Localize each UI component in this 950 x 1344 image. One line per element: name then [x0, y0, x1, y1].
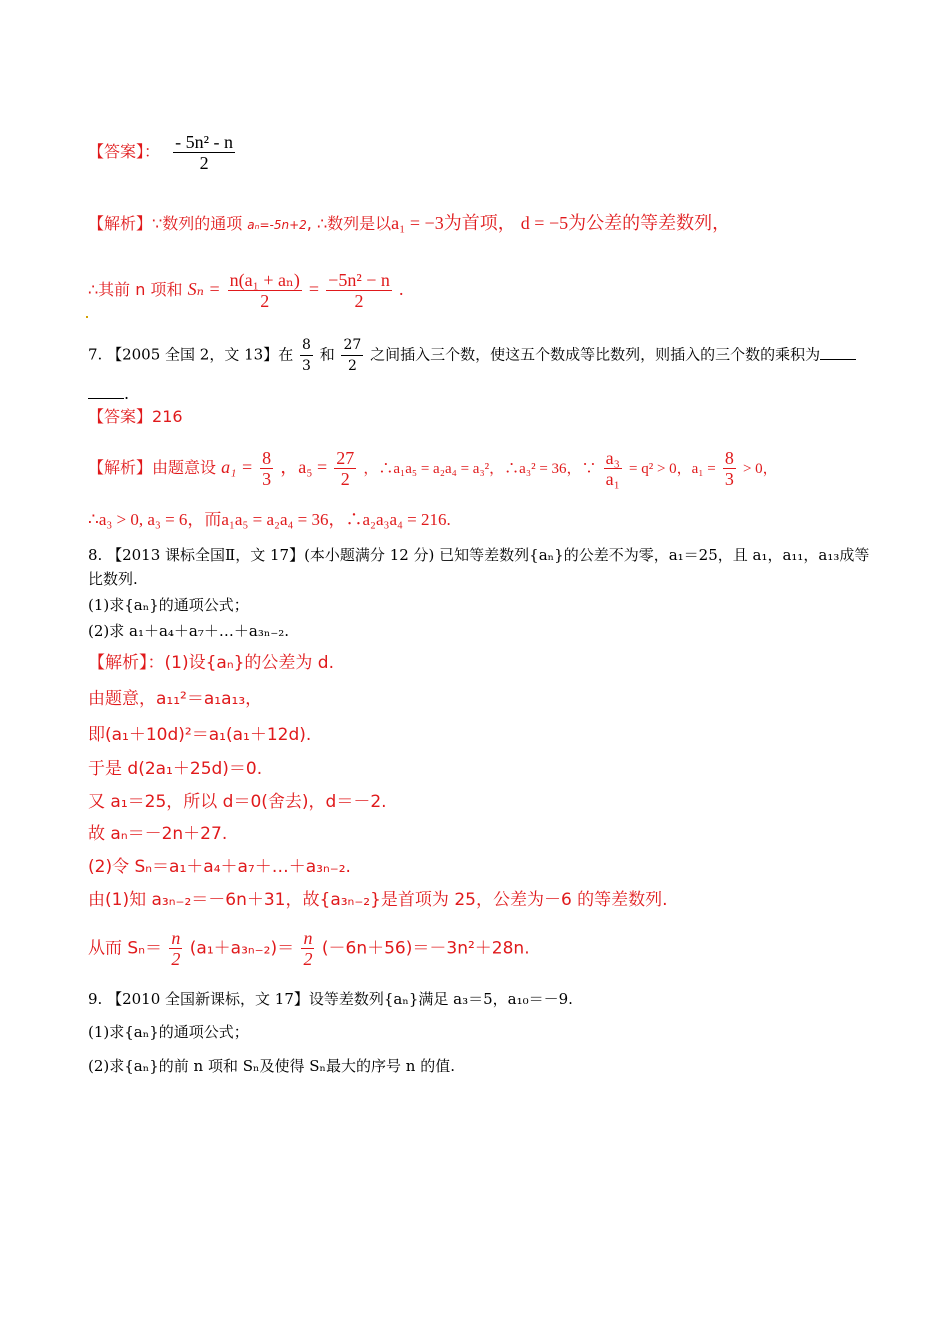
answer6-line [88, 132, 237, 173]
answer6-denominator: 2 [199, 153, 209, 173]
q7-frac2-num: 27 [341, 335, 363, 356]
analysis6-fraction2 [326, 270, 392, 311]
analysis6-frac2-den: 2 [354, 291, 364, 311]
analysis7-frac-a5-den: 2 [340, 469, 350, 489]
analysis7-line1 [88, 448, 778, 489]
analysis7-frac-a5-num: 27 [336, 448, 355, 468]
analysis6-equals: = [308, 279, 320, 299]
analysis7-line2: ∴a₃ > 0, a₃ = 6，而a₁a₅ = a₂a₄ = 36，∴a₂a₃a₄ = 216. [88, 510, 451, 529]
answer6-fraction [173, 132, 235, 173]
analysis6-line1 [88, 212, 730, 236]
analysis6-text4: d = −5为公差的等差数列， [520, 213, 731, 233]
analysis7-label: 【解析】 [88, 458, 153, 477]
analysis6-text1: ∵数列的通项 [152, 214, 243, 233]
analysis7-frac-a5 [334, 448, 356, 489]
q7-and: 和 [319, 345, 335, 364]
analysis8-line6: 故 aₙ＝－2n＋27. [88, 824, 228, 844]
analysis8-frac1-num: n [171, 928, 181, 948]
analysis8-frac2 [301, 928, 314, 969]
q7-text: 之间插入三个数，使这五个数成等比数列，则插入的三个数的乘积为 [370, 345, 821, 364]
answer6-colon: ： [144, 142, 161, 161]
analysis6-text3: a₁ = −3为首项， [391, 213, 516, 233]
answer6-numerator: - 5n² - n [175, 132, 234, 152]
q7-line2 [88, 383, 129, 405]
analysis8-frac1-den: 2 [171, 949, 181, 969]
analysis7-frac-b-num: 8 [724, 448, 734, 468]
q9-line1: 9. 【2010 全国新课标，文 17】设等差数列{aₙ}满足 a₃＝5，a₁₀＝－9. [88, 990, 573, 1008]
analysis8-l9-mid: (a₁＋a₃ₙ₋₂)＝ [189, 938, 295, 959]
analysis6-fraction1 [228, 270, 302, 311]
analysis6-text2: , ∴数列是以 [306, 214, 392, 233]
analysis7-text4: > 0， [742, 461, 778, 477]
q7-blank-1 [820, 345, 856, 360]
analysis8-frac2-den: 2 [303, 949, 313, 969]
analysis6-sum-prefix: ∴其前 n 项和 [88, 280, 183, 299]
analysis7-text3: = q² > 0，a₁ = [628, 461, 716, 477]
analysis8-frac2-num: n [303, 928, 313, 948]
analysis7-text2: ，∴a₁a₅ = a₂a₄ = a₃²，∴a₃² = 36，∵ [363, 461, 597, 477]
analysis8-frac1 [169, 928, 182, 969]
q8-line1: 8. 【2013 课标全国Ⅱ，文 17】(本小题满分 12 分) 已知等差数列{aₙ}的公差不为零，a₁＝25，且 a₁，a₁₁，a₁₃成等 [88, 546, 870, 564]
analysis6-line2 [88, 270, 403, 311]
analysis7-frac-b [723, 448, 736, 489]
analysis8-l9-end: (－6n＋56)＝－3n²＋28n. [321, 938, 530, 959]
analysis8-line9 [88, 928, 530, 969]
analysis6-frac1-num: n(a₁ + aₙ) [229, 270, 300, 290]
q7-line [88, 335, 856, 376]
analysis8-line8: 由(1)知 a₃ₙ₋₂＝－6n＋31，故{a₃ₙ₋₂}是首项为 25，公差为－6 的等差数列. [88, 890, 668, 910]
analysis8-line5: 又 a₁＝25，所以 d＝0(舍去)，d＝－2. [88, 792, 387, 812]
q7-frac1-num: 8 [300, 335, 313, 356]
answer7-line [88, 406, 183, 428]
answer6-label: 【答案】 [88, 142, 145, 161]
analysis7-frac-a1-num: 8 [262, 448, 272, 468]
q9-line3: (2)求{aₙ}的前 n 项和 Sₙ及使得 Sₙ最大的序号 n 的值. [88, 1057, 455, 1075]
q8-line3: (1)求{aₙ}的通项公式； [88, 596, 249, 614]
analysis8-line4: 于是 d(2a₁＋25d)＝0. [88, 759, 263, 779]
analysis7-frac-q-den: a₁ [605, 469, 620, 489]
q8-line2: 比数列. [88, 570, 138, 588]
answer7-value: 216 [152, 407, 183, 426]
q7-end: . [124, 384, 130, 403]
analysis8-line2: 由题意，a₁₁²＝a₁a₁₃， [88, 689, 263, 709]
q7-frac1-den: 3 [301, 358, 311, 374]
analysis7-frac-a1 [260, 448, 273, 489]
q7-blank-2 [88, 384, 124, 399]
analysis6-formula: aₙ=-5n+2 [247, 218, 307, 232]
analysis6-end: . [398, 279, 404, 299]
q9-line2: (1)求{aₙ}的通项公式； [88, 1023, 249, 1041]
analysis7-frac-b-den: 3 [724, 469, 734, 489]
analysis8-line1: 【解析】：(1)设{aₙ}的公差为 d. [88, 653, 335, 673]
analysis6-frac2-num: −5n² − n [328, 270, 390, 290]
analysis8-line7: (2)令 Sₙ＝a₁＋a₄＋a₇＋…＋a₃ₙ₋₂. [88, 857, 351, 877]
q7-prefix: 7. 【2005 全国 2，文 13】在 [88, 345, 294, 364]
analysis7-a1: a₁ = [221, 457, 254, 477]
analysis7-frac-a1-den: 3 [262, 469, 272, 489]
q7-frac2-den: 2 [347, 358, 357, 374]
q7-fraction1 [300, 335, 313, 376]
analysis7-frac-q [604, 448, 622, 489]
analysis8-line3: 即(a₁＋10d)²＝a₁(a₁＋12d). [88, 725, 312, 745]
analysis7-a5: ，a₅ = [280, 457, 328, 477]
q8-line4: (2)求 a₁＋a₄＋a₇＋…＋a₃ₙ₋₂. [88, 622, 290, 640]
stray-dot [86, 316, 88, 318]
analysis7-frac-q-num: a₃ [605, 448, 620, 468]
analysis7-text1: 由题意设 [152, 458, 217, 477]
analysis6-sn: Sₙ = [187, 279, 221, 299]
analysis6-frac1-den: 2 [260, 291, 270, 311]
q7-fraction2 [341, 335, 363, 376]
answer7-label: 【答案】 [88, 407, 153, 426]
analysis8-l9-prefix: 从而 Sₙ＝ [88, 938, 162, 959]
analysis6-label: 【解析】 [88, 214, 153, 233]
